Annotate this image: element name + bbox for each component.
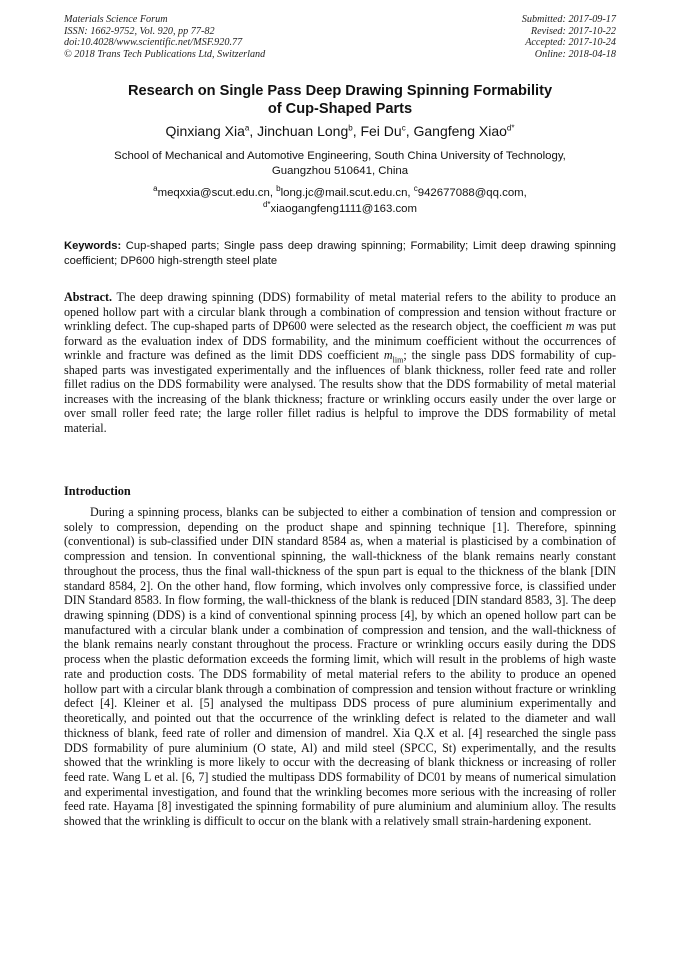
publication-dates xyxy=(522,14,616,60)
revised-date: Revised: 2017-10-22 xyxy=(530,25,616,37)
author-name: Jinchuan Long xyxy=(257,123,349,139)
keywords-text: Cup-shaped parts; Single pass deep drawing spinning; Formability; Limit deep drawing spinning coefficient; DP600 high-strength steel plate xyxy=(64,240,616,267)
author-emails xyxy=(64,186,616,217)
affiliation-line-2: Guangzhou 510641, China xyxy=(271,165,409,177)
abstract-text: ; the single pass DDS formability of cup-shaped parts was investigated experimentally and the influences of blank thickness, roller feed rate and roller fillet radius on the DDS formability were analysed. The results show that the DDS formability of metal material increases with the increasing of the blank thickness; fracture or wrinkling occurs easily under the over large or over small roller feed rate; the large roller fillet radius is helpful to improve the DDS formability of metal material. xyxy=(64,348,616,435)
introduction-paragraph: During a spinning process, blanks can be subjected to either a combination of tension and compression or solely to compression, depending on the product shape and spinning technique [1]. Therefore, spinning (conventional) is sub-classified under DIN standard 8584 as, when a material is plasticised by a combination of compression and tension. In conventional spinning, the wall-thickness of the blank remains nearly constant throughout the process, thus the final wall-thickness of the spun part is equal to the thickness of the blank [DIN standard 8584, 2]. On the other hand, flow forming, which involves only compressive force, is classified under DIN Standard 8583. In flow forming, the wall-thickness of the blank is reduced [DIN standard 8583, 3]. The deep drawing spinning (DDS) is a kind of conventional spinning process [4], by which an opened hollow part can be manufactured with a circular blank under a combination of compression and tension, and the wall-thickness of the blank remains nearly constant throughout the process. Fracture or wrinkling occurs easily during the DDS process when the plastic deformation exceeds the forming limit, which will result in the problems of high waste rate and production costs. The DDS formability of metal material refers to the ability to produce an opened hollow part with a circular blank through a combination of compression and tension without fracture or wrinkling defect [4]. Kleiner et al. [5] analysed the multipass DDS process of pure aluminium experimentally and theoretically, and pointed out that the occurrence of the wrinkling defect is related to the diameter and wall thickness of blank, feed rate of roller and dimension of mandrel. Xia Q.X et al. [4] researched the single pass DDS formability of pure aluminium (O state, Al) and mild steel (SPCC, St) experimentally, and the results showed that the wrinkling is more likely to occur with the decreasing of blank thickness or increasing of roller feed rate. Wang L et al. [6, 7] studied the multipass DDS formability of DC01 by means of numerical simulation and experimental investigation, and found that the wrinkling becomes more serious with the increasing of roller feed rate. Hayama [8] investigated the spinning formability of pure aluminium and aluminium alloy. The results showed that the wrinkling is difficult to occur on the blank with a relatively small strain-hardening exponent. xyxy=(64,505,616,829)
email-line-1 xyxy=(64,186,616,202)
email-marker: a xyxy=(153,184,158,194)
author-separator: , xyxy=(249,123,258,139)
author-name: Qinxiang Xia xyxy=(165,123,245,139)
abstract-label: Abstract. xyxy=(64,290,113,304)
journal-name: Materials Science Forum xyxy=(64,14,168,25)
abstract-text: The deep drawing spinning (DDS) formability of metal material refers to the ability to produce an opened hollow part with a circular blank through a combination of compression and tension without fracture or wrinkling defect. The cup-shaped parts of DP600 were selected as the research object, the coefficient xyxy=(64,290,616,334)
title-line-1: Research on Single Pass Deep Drawing Spinning Formability xyxy=(127,83,553,99)
doi: doi:10.4028/www.scientific.net/MSF.920.77 xyxy=(64,37,243,49)
keywords-label: Keywords: xyxy=(64,240,122,252)
email-link[interactable]: xiaogangfeng1111@163.com xyxy=(270,202,418,215)
author-affil-marker: c xyxy=(401,123,406,133)
author-affil-marker: d* xyxy=(506,123,515,133)
journal-info xyxy=(64,14,265,60)
title-line-2: of Cup-Shaped Parts xyxy=(267,101,413,117)
author-name: Gangfeng Xiao xyxy=(413,123,507,139)
abstract-text: was put forward as the evaluation index of DDS formability, and the minimum coefficient without the occurrences of wrinkle and fracture was defined as the limit DDS coefficient xyxy=(64,319,616,363)
author-list xyxy=(64,122,616,140)
affiliation xyxy=(64,149,616,179)
affiliation-line-1: School of Mechanical and Automotive Engineering, South China University of Technology, xyxy=(114,150,566,162)
accepted-date: Accepted: 2017-10-24 xyxy=(525,37,616,49)
copyright: © 2018 Trans Tech Publications Ltd, Switzerland xyxy=(64,48,266,60)
issn: ISSN: 1662-9752, Vol. 920, pp 77-82 xyxy=(64,25,215,37)
email-link[interactable]: long.jc@mail.scut.edu.cn, xyxy=(280,187,414,199)
paper-title xyxy=(64,82,616,118)
keywords xyxy=(64,239,616,269)
limit-subscript: lim xyxy=(392,355,404,365)
author-affil-marker: a xyxy=(244,123,250,133)
section-heading-introduction: Introduction xyxy=(64,484,131,498)
submitted-date: Submitted: 2017-09-17 xyxy=(521,14,616,25)
online-date: Online: 2018-04-18 xyxy=(534,48,616,60)
email-link[interactable]: 942677088@qq.com, xyxy=(417,187,527,199)
limit-coefficient-symbol: m xyxy=(383,348,393,363)
email-link[interactable]: meqxxia@scut.edu.cn, xyxy=(157,187,277,199)
abstract xyxy=(64,290,616,435)
author-name: Fei Du xyxy=(360,123,402,139)
author-separator: , xyxy=(352,123,361,139)
author-affil-marker: b xyxy=(348,123,353,133)
email-marker: b xyxy=(276,184,281,194)
email-marker: c xyxy=(413,184,418,194)
email-marker: d* xyxy=(262,199,271,209)
author-separator: , xyxy=(405,123,414,139)
coefficient-symbol: m xyxy=(565,319,575,334)
email-line-2 xyxy=(64,199,616,218)
